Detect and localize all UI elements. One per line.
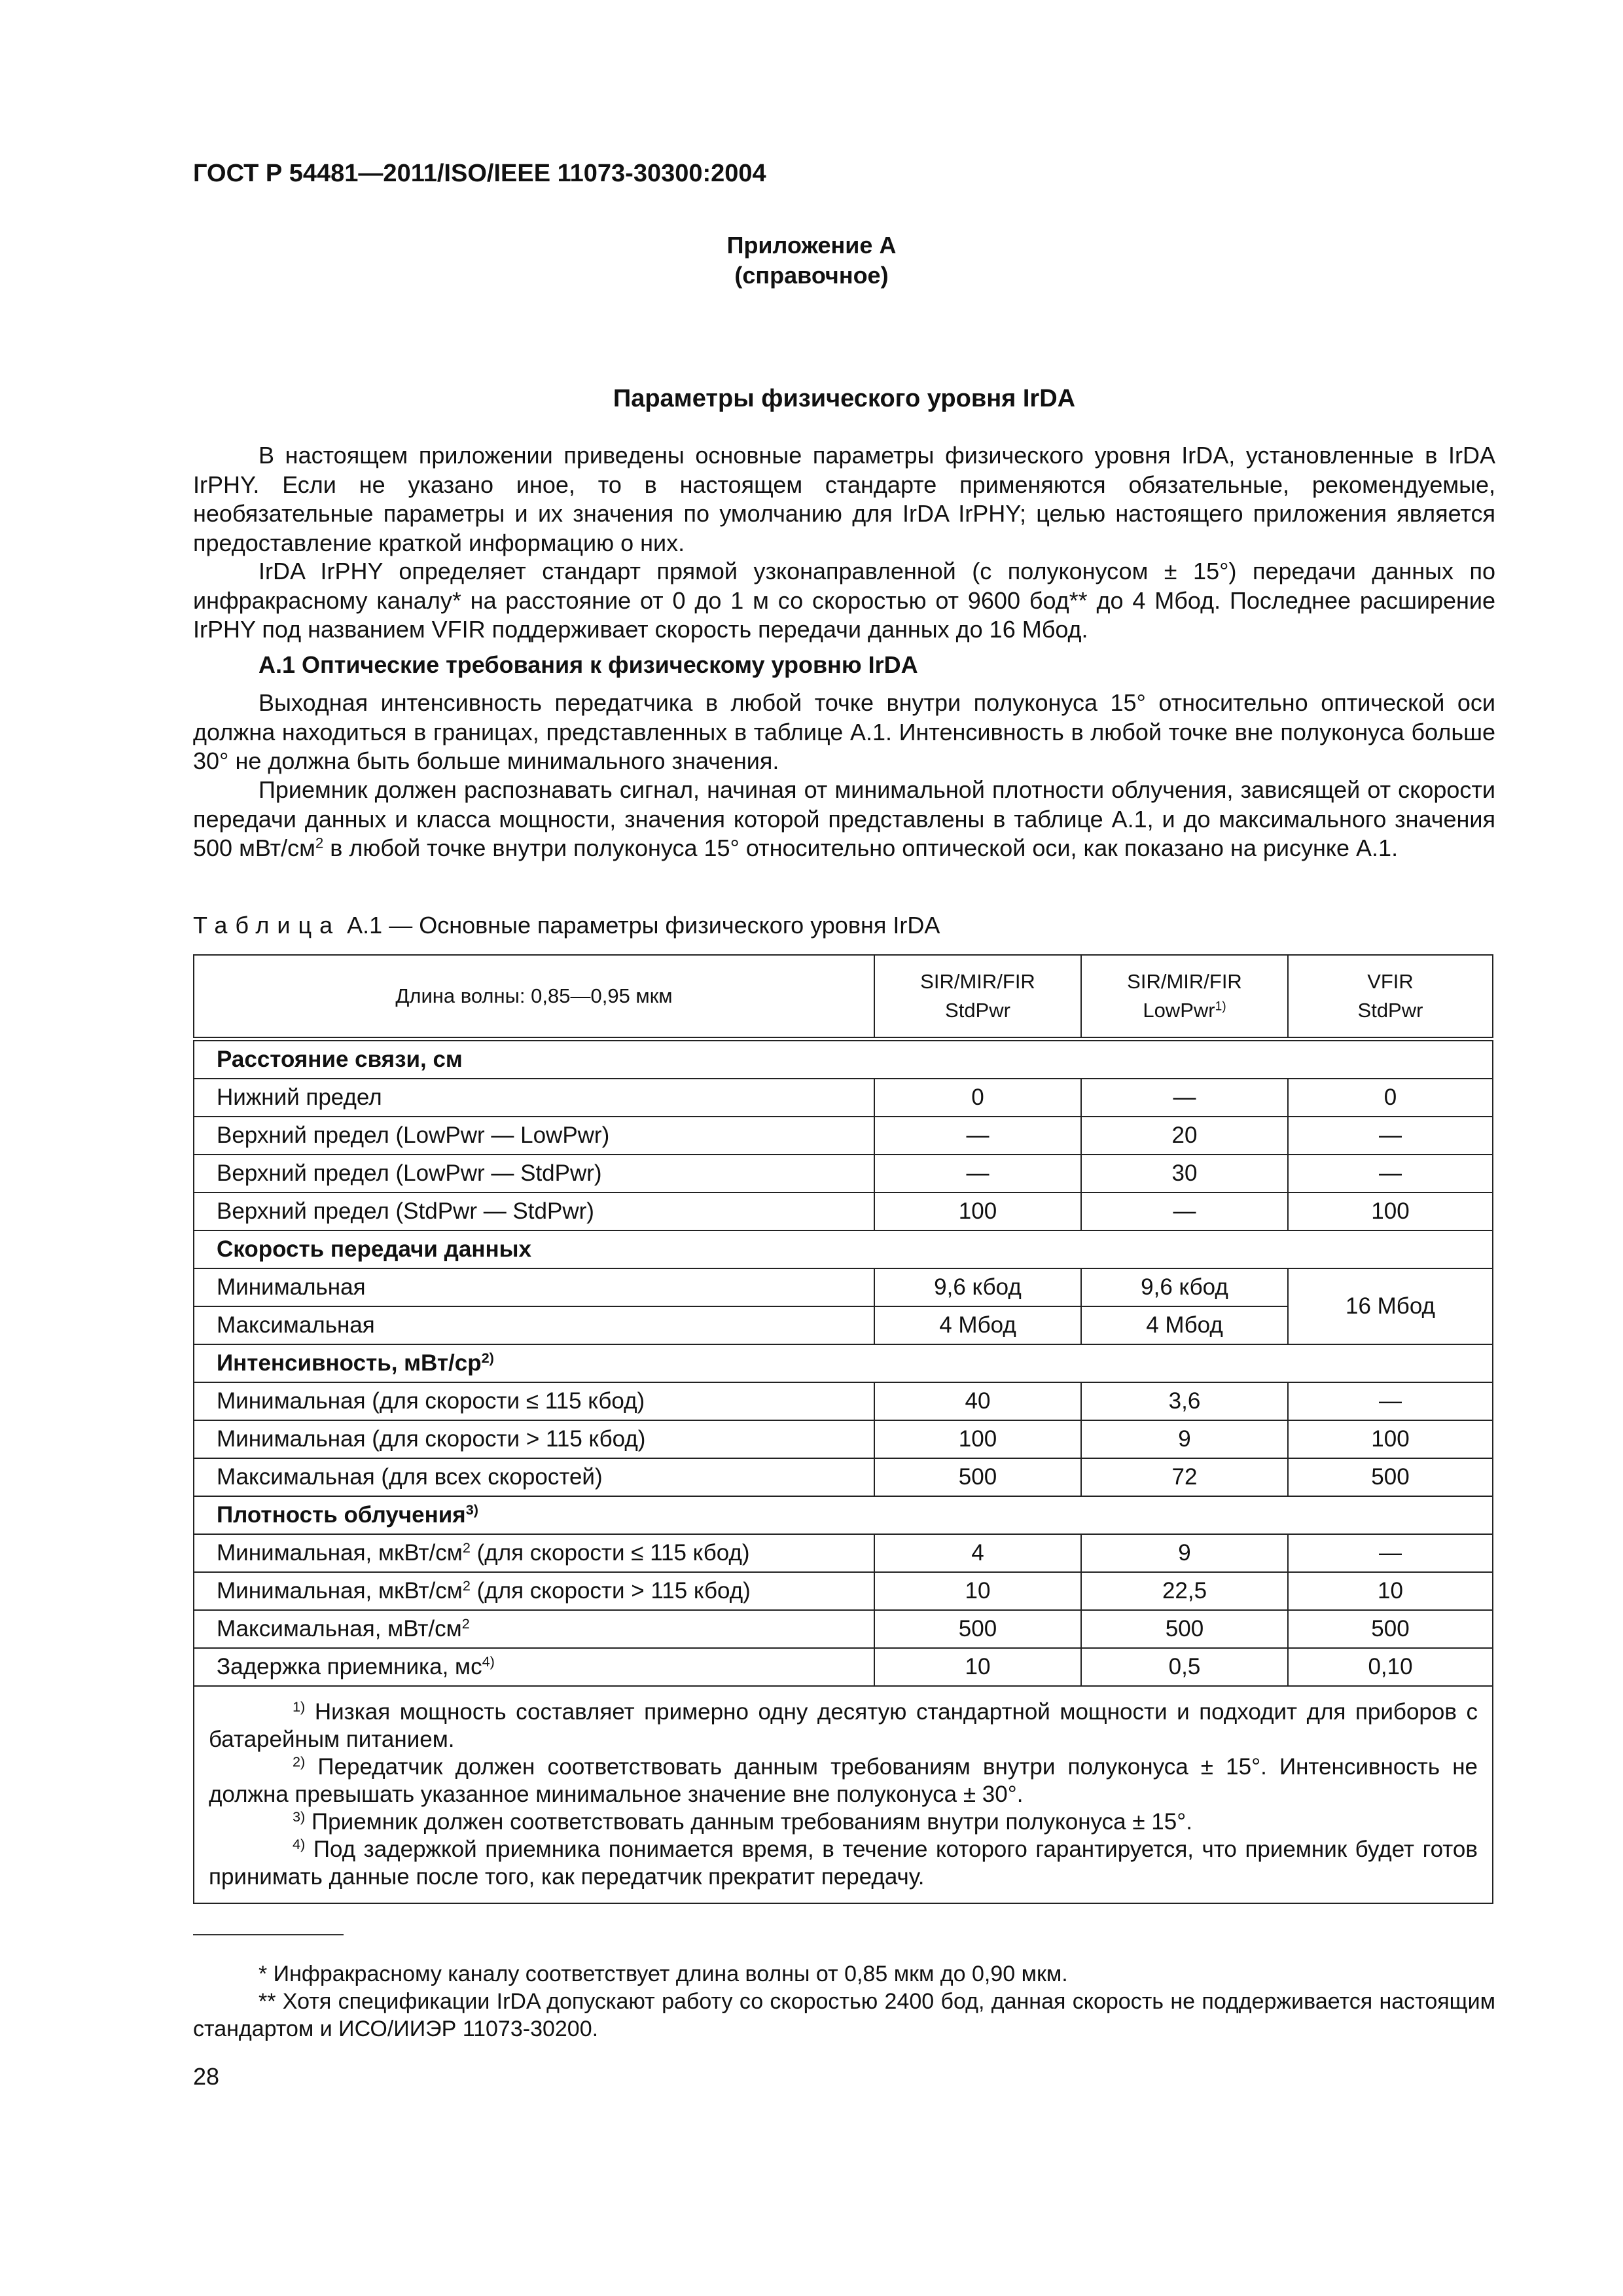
row-label: Верхний предел (LowPwr — StdPwr) (194, 1155, 874, 1193)
cell-value: — (1288, 1155, 1493, 1193)
cell-value: 500 (874, 1610, 1081, 1648)
table-group-row (194, 1344, 1493, 1382)
cell-value: — (874, 1155, 1081, 1193)
cell-value: 4 Мбод (874, 1306, 1081, 1344)
cell-value: — (1288, 1534, 1493, 1572)
cell-value: 100 (1288, 1193, 1493, 1230)
header-std-power: SIR/MIR/FIR StdPwr (874, 955, 1081, 1039)
annex-label: Приложение A (726, 232, 897, 259)
table-header-row (194, 955, 1493, 1039)
table-note-4: $^{4)}$ Под задержкой приемника понимается время, в течение которого гарантируется, что приемник будет готов принимать данные после того, как передатчик прекратит передачу. (209, 1836, 1478, 1890)
cell-value: 40 (874, 1382, 1081, 1420)
cell-value: 0 (874, 1079, 1081, 1117)
section-a1-paragraph-2: Приемник должен распознавать сигнал, начиная от минимальной плотности облучения, зависящей от скорости передачи данных и класса мощности, значения которой представлены в таблице A.1, и до максимального значения 500 мВт/$см^2$ в любой точке внутри полуконуса 15° относительно оптической оси, как показано на рисунке A.1. (193, 776, 1495, 861)
table-group-row (194, 1039, 1493, 1079)
group-irradiance: Плотность облучения$^{3)}$ (194, 1496, 1493, 1534)
table-row (194, 1420, 1493, 1458)
table-row (194, 1268, 1493, 1306)
row-label: Задержка приемника, $мс^{4)}$ (194, 1648, 874, 1686)
group-data-rate: Скорость передачи данных (194, 1230, 1493, 1268)
annex-title: Параметры физического уровня IrDA (613, 385, 1076, 412)
cell-value: 10 (874, 1648, 1081, 1686)
row-label: Минимальная (194, 1268, 874, 1306)
cell-value: 0 (1288, 1079, 1493, 1117)
section-heading-a1: A.1 Оптические требования к физическому уровню IrDA (259, 651, 918, 678)
table-note-3: $^{3)}$ Приемник должен соответствовать данным требованиям внутри полуконуса ± 15°. (293, 1808, 1192, 1835)
irda-parameters-table (193, 954, 1493, 1904)
cell-value: — (874, 1117, 1081, 1155)
row-label: Минимальная, мкВт/$см^2$ (для скорости > 115 кбод) (194, 1572, 874, 1610)
cell-value: 4 (874, 1534, 1081, 1572)
cell-value: 20 (1081, 1117, 1288, 1155)
row-label: Максимальная, мВт/$см^2$ (194, 1610, 874, 1648)
cell-value: 500 (1288, 1610, 1493, 1648)
cell-value: 0,10 (1288, 1648, 1493, 1686)
cell-value: 9 (1081, 1534, 1288, 1572)
table-row (194, 1382, 1493, 1420)
row-label: Минимальная (для скорости ≤ 115 кбод) (194, 1382, 874, 1420)
table-row (194, 1117, 1493, 1155)
header-wavelength: Длина волны: 0,85—0,95 мкм (194, 955, 874, 1039)
cell-value: 0,5 (1081, 1648, 1288, 1686)
cell-value: 500 (1288, 1458, 1493, 1496)
table-row (194, 1610, 1493, 1648)
row-label: Минимальная, мкВт/$см^2$ (для скорости ≤ 115 кбод) (194, 1534, 874, 1572)
table-row (194, 1534, 1493, 1572)
footnote-separator (193, 1934, 344, 1935)
group-link-distance: Расстояние связи, см (194, 1039, 1493, 1079)
row-label: Верхний предел (LowPwr — LowPwr) (194, 1117, 874, 1155)
table-row (194, 1155, 1493, 1193)
table-caption: Таблица A.1 — Основные параметры физического уровня IrDA (193, 912, 940, 939)
table-notes (194, 1686, 1493, 1903)
section-a1-paragraph-1: Выходная интенсивность передатчика в любой точке внутри полуконуса 15° относительно оптической оси должна находиться в границах, представленных в таблице A.1. Интенсивность в любой точке вне полуконуса больше 30° не должна быть больше минимального значения. (193, 689, 1495, 774)
cell-value: — (1288, 1117, 1493, 1155)
page-number: 28 (193, 2063, 220, 2090)
table-row (194, 1193, 1493, 1230)
cell-value: 10 (874, 1572, 1081, 1610)
row-label: Нижний предел (194, 1079, 874, 1117)
table-note-1: $^{1)}$ Низкая мощность составляет примерно одну десятую стандартной мощности и подходит для приборов с батарейным питанием. (209, 1698, 1478, 1752)
table-note-2: $^{2)}$ Передатчик должен соответствовать данным требованиям внутри полуконуса ± 15°. Интенсивность не должна превышать указанное минимальное значение вне полуконуса ± 30°. (209, 1753, 1478, 1807)
cell-value: 72 (1081, 1458, 1288, 1496)
header-low-power: SIR/MIR/FIR LowPwr$^{1)}$ (1081, 955, 1288, 1039)
cell-value: — (1288, 1382, 1493, 1420)
table-row (194, 1648, 1493, 1686)
cell-value: 500 (1081, 1610, 1288, 1648)
row-label: Максимальная (для всех скоростей) (194, 1458, 874, 1496)
cell-value: 4 Мбод (1081, 1306, 1288, 1344)
cell-value: 9,6 кбод (1081, 1268, 1288, 1306)
cell-value: 100 (874, 1193, 1081, 1230)
cell-value: 16 Мбод (1288, 1268, 1493, 1344)
cell-value: 22,5 (1081, 1572, 1288, 1610)
annex-type: (справочное) (734, 262, 889, 289)
intro-paragraph-1: В настоящем приложении приведены основные параметры физического уровня IrDA, установленные в IrDA IrPHY. Если не указано иное, то в настоящем стандарте применяются обязательные, рекомендуемые, необязательные параметры и их значения по умолчанию для IrDA IrPHY; целью настоящего приложения является предоставление краткой информацию о них. (193, 442, 1495, 556)
footnote-2: ** Хотя спецификации IrDA допускают работу со скоростью 2400 бод, данная скорость не поддерживается настоящим стандартом и ИСО/ИИЭР 11073-30200. (193, 1989, 1495, 2041)
table-group-row (194, 1496, 1493, 1534)
cell-value: 100 (874, 1420, 1081, 1458)
intro-paragraph-2: IrDA IrPHY определяет стандарт прямой узконаправленной (с полуконусом ± 15°) передачи данных по инфракрасному каналу* на расстояние от 0 до 1 м со скоростью от 9600 бод** до 4 Мбод. Последнее расширение IrPHY под названием VFIR поддерживает скорость передачи данных до 16 Мбод. (193, 558, 1495, 643)
cell-value: 100 (1288, 1420, 1493, 1458)
row-label: Верхний предел (StdPwr — StdPwr) (194, 1193, 874, 1230)
cell-value: 9,6 кбод (874, 1268, 1081, 1306)
cell-value: 500 (874, 1458, 1081, 1496)
footnote-1: * Инфракрасному каналу соответствует длина волны от 0,85 мкм до 0,90 мкм. (259, 1962, 1068, 1986)
table-group-row (194, 1230, 1493, 1268)
cell-value: — (1081, 1079, 1288, 1117)
cell-value: 3,6 (1081, 1382, 1288, 1420)
group-intensity: Интенсивность, мВт/$ср^{2)}$ (194, 1344, 1493, 1382)
table-row (194, 1458, 1493, 1496)
cell-value: — (1081, 1193, 1288, 1230)
cell-value: 30 (1081, 1155, 1288, 1193)
row-label: Минимальная (для скорости > 115 кбод) (194, 1420, 874, 1458)
table-row (194, 1079, 1493, 1117)
table-notes-row (194, 1686, 1493, 1903)
header-vfir: VFIR StdPwr (1288, 955, 1493, 1039)
row-label: Максимальная (194, 1306, 874, 1344)
cell-value: 9 (1081, 1420, 1288, 1458)
table-row (194, 1572, 1493, 1610)
document-header: ГОСТ Р 54481—2011/ISO/IEEE 11073-30300:2004 (193, 160, 766, 187)
cell-value: 10 (1288, 1572, 1493, 1610)
